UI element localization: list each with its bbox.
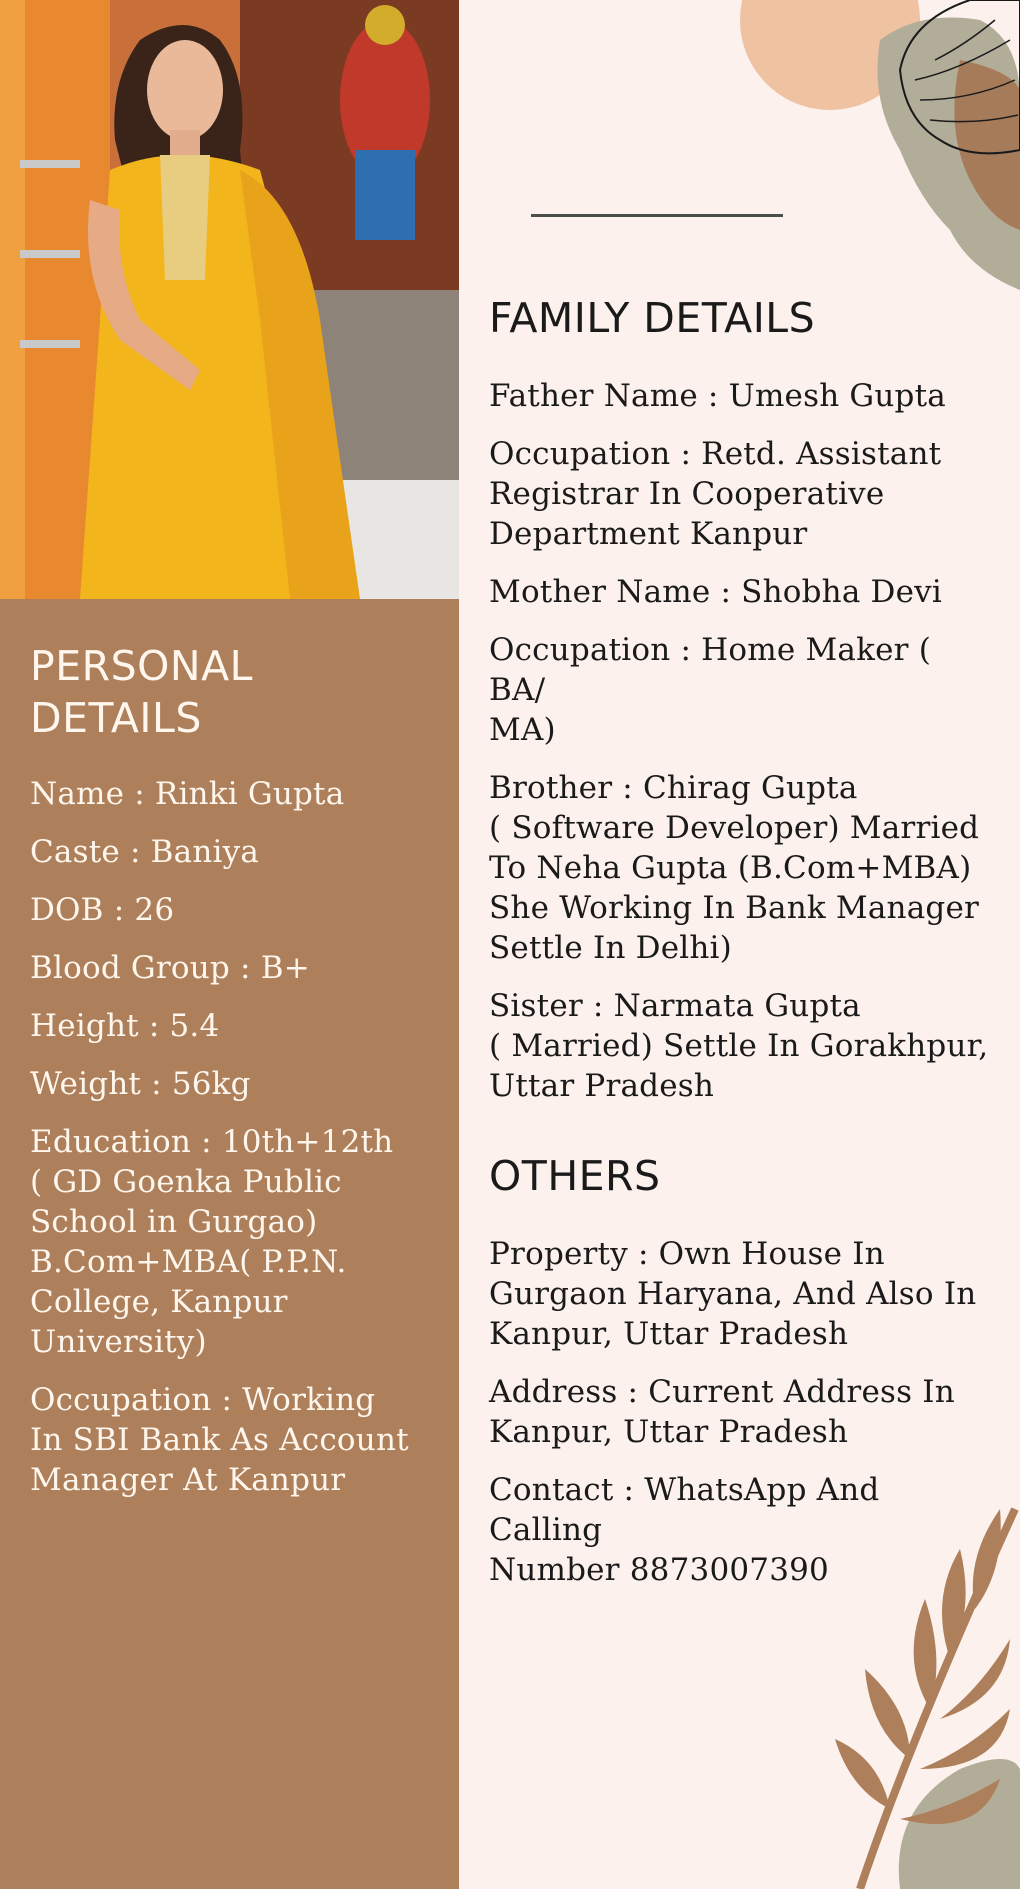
leaf-decoration-top — [720, 0, 1020, 290]
family-details-section — [489, 292, 989, 1124]
divider-line — [531, 214, 783, 217]
family-sister: Sister : Narmata Gupta ( Married) Settle In Gorakhpur, Uttar Pradesh — [489, 988, 989, 1104]
others-property: Property : Own House In Gurgaon Haryana, And Also In Kanpur, Uttar Pradesh — [489, 1236, 977, 1352]
personal-details-heading: PERSONAL DETAILS — [30, 642, 253, 742]
personal-weight: Weight : 56kg — [30, 1066, 251, 1102]
family-mother-occupation: Occupation : Home Maker ( BA/ MA) — [489, 632, 931, 748]
personal-blood-group: Blood Group : B+ — [30, 950, 310, 986]
family-father-name: Father Name : Umesh Gupta — [489, 378, 946, 414]
personal-name: Name : Rinki Gupta — [30, 776, 345, 812]
personal-height: Height : 5.4 — [30, 1008, 220, 1044]
family-details-heading: FAMILY DETAILS — [489, 294, 816, 342]
family-father-occupation: Occupation : Retd. Assistant Registrar In Cooperative Department Kanpur — [489, 436, 942, 552]
personal-education: Education : 10th+12th ( GD Goenka Public School in Gurgao) B.Com+MBA( P.P.N. College, Kanpur University) — [30, 1124, 394, 1360]
others-address: Address : Current Address In Kanpur, Uttar Pradesh — [489, 1374, 955, 1450]
others-heading: OTHERS — [489, 1152, 661, 1200]
others-contact: Contact : WhatsApp And Calling Number 8873007390 — [489, 1472, 880, 1588]
personal-details-section — [30, 640, 440, 1518]
personal-occupation: Occupation : Working In SBI Bank As Account Manager At Kanpur — [30, 1382, 409, 1498]
personal-caste: Caste : Baniya — [30, 834, 260, 870]
personal-dob: DOB : 26 — [30, 892, 175, 928]
family-mother-name: Mother Name : Shobha Devi — [489, 574, 942, 610]
leaf-decoration-bottom — [830, 1489, 1020, 1889]
family-brother: Brother : Chirag Gupta ( Software Developer) Married To Neha Gupta (B.Com+MBA) She Working In Bank Manager Settle In Delhi) — [489, 770, 980, 966]
profile-photo — [0, 0, 459, 599]
